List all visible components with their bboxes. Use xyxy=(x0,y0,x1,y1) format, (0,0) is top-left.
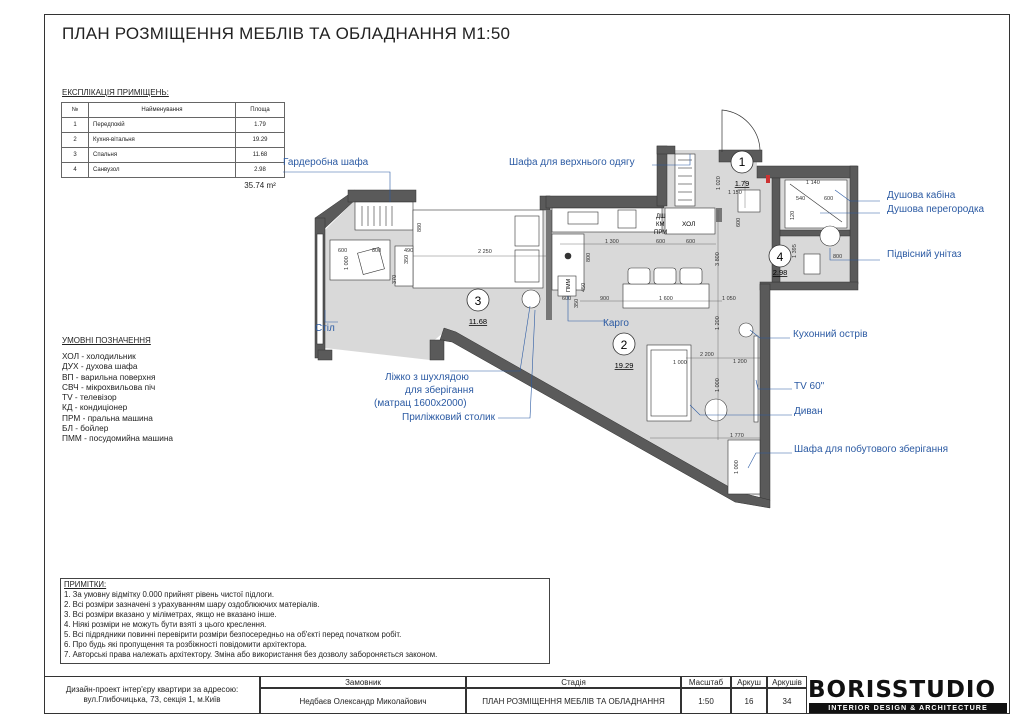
address-line1: Дизайн-проект інтер'єру квартири за адресою: xyxy=(65,685,239,694)
dim-label: 600 xyxy=(686,239,696,245)
legend-item: ДУХ - духова шафа xyxy=(62,361,138,372)
desk xyxy=(330,240,390,280)
scale-value: 1:50 xyxy=(681,688,731,714)
legend-item: БЛ - бойлер xyxy=(62,423,109,434)
note-item: 1. За умовну відмітку 0.000 прийнят рівень чистої підлоги. xyxy=(64,590,275,599)
stage-header: Стадія xyxy=(466,676,681,688)
dim-label: 490 xyxy=(404,248,414,254)
header-name: Найменування xyxy=(89,103,236,118)
callout-island: Кухонний острів xyxy=(793,329,868,340)
room-area: 1.79 xyxy=(734,179,750,188)
callout-bed-line3: (матрац 1600x2000) xyxy=(374,398,467,409)
dim-label: 1 200 xyxy=(715,316,721,330)
row-name: Передпокій xyxy=(89,118,236,133)
legend-item: ВП - варильна поверхня xyxy=(62,371,156,382)
stage-name: ПЛАН РОЗМІЩЕННЯ МЕБЛІВ ТА ОБЛАДНАННЯ xyxy=(466,688,681,714)
dim-label: 350 xyxy=(574,298,580,308)
note-item: 4. Ніякі розміри не можуть бути взяті з цього креслення. xyxy=(64,620,267,629)
room-number: 2 xyxy=(620,338,628,352)
notes-title: ПРИМІТКИ: xyxy=(64,580,107,589)
room-number: 4 xyxy=(776,250,784,264)
note-item: 6. Про будь які пропущення та розбіжності повідомити архітектора. xyxy=(64,640,307,649)
row-name: Кухня-вітальня xyxy=(89,133,236,148)
dim-label: 1 000 xyxy=(715,378,721,392)
callout-nightstand: Приліжковий столик xyxy=(402,412,495,423)
room-area: 2.98 xyxy=(772,268,788,277)
address-line2: вул.Глибочицька, 73, секція 1, м.Київ xyxy=(83,695,221,704)
label-km: КМ xyxy=(656,222,665,228)
room-area: 19.29 xyxy=(614,361,634,370)
dim-label: 2 200 xyxy=(700,352,714,358)
note-item: 7. Авторські права належать архітектору. Зміна або використання без дозволу забороняється законом. xyxy=(64,650,438,659)
coffee-table xyxy=(705,399,727,421)
dim-label: 1 300 xyxy=(605,239,619,245)
sheet-value: 16 xyxy=(731,688,767,714)
dim-label: 2 250 xyxy=(478,249,492,255)
label-hol: ХОЛ xyxy=(682,221,696,228)
dim-label: 1 140 xyxy=(806,180,820,186)
dim-label: 370 xyxy=(392,274,398,284)
note-item: 3. Всі розміри вказано у міліметрах, якщо не вказано інше. xyxy=(64,610,277,619)
dim-label: 1 395 xyxy=(792,244,798,258)
entrance-door xyxy=(722,110,760,152)
dim-label: 1 000 xyxy=(673,360,687,366)
sofa xyxy=(647,345,691,421)
callout-tv: TV 60" xyxy=(794,381,825,392)
nightstand xyxy=(522,290,540,308)
row-number: 4 xyxy=(62,163,89,178)
plant xyxy=(739,323,753,337)
wardrobe xyxy=(355,202,413,230)
row-area: 1.79 xyxy=(236,118,285,133)
legend-item: СВЧ - мікрохвильова піч xyxy=(62,381,156,392)
callout-desk: Стіл xyxy=(315,323,335,334)
dim-label: 800 xyxy=(372,248,382,254)
storage-closet xyxy=(728,440,760,494)
note-item: 2. Всі розміри зазначені з урахуванням шару оздоблюючих матеріалів. xyxy=(64,600,320,609)
sheet-header: Аркуш xyxy=(731,676,767,688)
legend-item: ПММ - посудомийна машина xyxy=(62,433,174,444)
address-cell xyxy=(44,676,260,714)
legend-title: УМОВНІ ПОЗНАЧЕННЯ xyxy=(62,336,151,345)
notes-box xyxy=(60,578,550,664)
callout-wardrobe: Гардеробна шафа xyxy=(283,157,369,168)
legend-item: ХОЛ - холодильник xyxy=(62,351,136,361)
dim-label: 1 000 xyxy=(344,256,350,270)
callout-outerwear: Шафа для верхнього одягу xyxy=(509,157,635,168)
note-item: 5. Всі підрядники повинні перевірити розміри безпосередньо на об'єкті перед початком робіт. xyxy=(64,630,402,639)
legend-item: КД - кондиціонер xyxy=(62,402,128,413)
row-number: 3 xyxy=(62,148,89,163)
dim-label: 1 020 xyxy=(716,176,722,190)
dim-label: 350 xyxy=(404,254,410,264)
callout-bed-line1: Ліжко з шухлядою xyxy=(385,372,469,383)
page-title: ПЛАН РОЗМІЩЕННЯ МЕБЛІВ ТА ОБЛАДНАННЯ М1:50 xyxy=(62,24,511,43)
dim-label: 600 xyxy=(824,196,834,202)
dim-label: 3 800 xyxy=(715,252,721,266)
dim-label: 120 xyxy=(790,210,796,220)
dim-label: 450 xyxy=(581,282,587,292)
header-area: Площа xyxy=(236,103,285,118)
client-header: Замовник xyxy=(260,676,466,688)
room-number: 1 xyxy=(738,155,746,169)
studio-logo xyxy=(807,677,1010,714)
sheets-header: Аркушів xyxy=(767,676,807,688)
dim-label: 1 000 xyxy=(734,460,740,474)
row-area: 2.98 xyxy=(236,163,285,178)
dim-label: 600 xyxy=(338,248,348,254)
row-number: 1 xyxy=(62,118,89,133)
dim-label: 880 xyxy=(417,222,423,232)
callout-partition: Душова перегородка xyxy=(887,204,985,215)
client-name: Недбаєв Олександр Миколайович xyxy=(260,688,466,714)
dim-label: 1 600 xyxy=(659,296,673,302)
row-name: Санвузол xyxy=(89,163,236,178)
callout-shower: Душова кабіна xyxy=(887,190,956,201)
kitchen-island xyxy=(623,268,709,308)
partition-wall xyxy=(716,208,722,222)
explication-title: ЕКСПЛІКАЦІЯ ПРИМІЩЕНЬ: xyxy=(62,88,169,97)
dim-label: 1 770 xyxy=(730,433,744,439)
callout-cargo: Карго xyxy=(603,318,629,329)
legend-item: TV - телевізор xyxy=(62,392,117,403)
tv xyxy=(754,336,758,422)
row-area: 11.68 xyxy=(236,148,285,163)
dim-label: 600 xyxy=(562,296,572,302)
scale-header: Масштаб xyxy=(681,676,731,688)
callout-toilet: Підвісний унітаз xyxy=(887,249,962,260)
total-area: 35.74 m² xyxy=(244,180,276,190)
dim-label: 1 200 xyxy=(733,359,747,365)
logo-main: BORISSTUDIO xyxy=(808,677,997,703)
bed xyxy=(395,210,543,288)
sheets-value: 34 xyxy=(767,688,807,714)
room-number: 3 xyxy=(474,294,482,308)
logo-sub: INTERIOR DESIGN & ARCHITECTURE xyxy=(809,703,1007,713)
row-name: Спальня xyxy=(89,148,236,163)
dim-label: 800 xyxy=(586,252,592,262)
callout-sofa: Диван xyxy=(794,406,823,417)
partition-wall xyxy=(546,210,552,320)
dim-label: 800 xyxy=(833,254,843,260)
dim-label: 600 xyxy=(736,217,742,227)
row-number: 2 xyxy=(62,133,89,148)
legend-item: ПРМ - пральна машина xyxy=(62,412,153,423)
dim-label: 1 050 xyxy=(722,296,736,302)
row-area: 19.29 xyxy=(236,133,285,148)
label-prm: ПРМ xyxy=(654,230,668,236)
callout-bed-line2: для зберігання xyxy=(405,385,474,396)
dim-label: 600 xyxy=(656,239,666,245)
header-number: № xyxy=(62,103,89,118)
room-area: 11.68 xyxy=(468,317,488,326)
dim-label: 1 150 xyxy=(728,190,742,196)
label-dsh: ДШ xyxy=(656,214,666,220)
callout-storage: Шафа для побутового зберігання xyxy=(794,444,949,455)
dim-label: 900 xyxy=(600,296,610,302)
label-pmm: ПММ xyxy=(566,278,572,292)
dim-label: 540 xyxy=(796,196,806,202)
